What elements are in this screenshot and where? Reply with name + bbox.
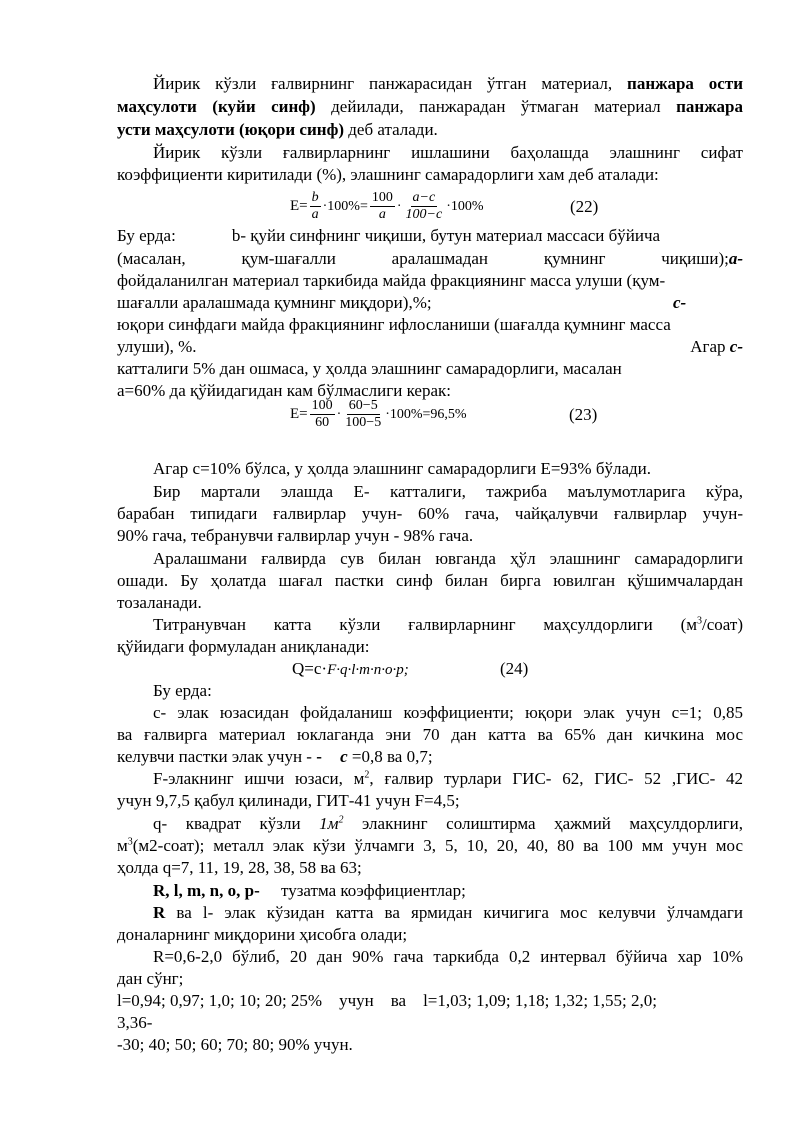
equation-24: Q=c·F·q·l·m·n·o·p; (292, 659, 409, 678)
text-line: дан сўнг; (117, 969, 184, 988)
text-line: R=0,6-2,0 бўлиб, 20 дан 90% гача таркибда 0,2 интервал бўйича хар 10% (153, 947, 743, 966)
text-line: усти маҳсулоти (юқори синф) деб аталади. (117, 120, 438, 139)
text-line: -30; 40; 50; 60; 70; 80; 90% учун. (117, 1035, 353, 1054)
text-line: a=60% да қўйидагидан кам бўлмаслиги керак: (117, 381, 451, 400)
text-line: Бу ерда: (153, 681, 212, 700)
text-line: учун 9,7,5 қабул қилинади, ГИТ-41 учун F=4,5; (117, 791, 460, 810)
text-line: c- элак юзасидан фойдаланиш коэффициенти; юқори элак учун c=1; 0,85 (153, 703, 743, 722)
text-line: келувчи пастки элак учун - - c =0,8 ва 0,7; (117, 747, 433, 766)
text-line: Титранувчан катта кўзли ғалвирларнинг маҳсулдорлиги $(м^3/соат)$ (153, 615, 743, 634)
text-line: катталиги 5% дан ошмаса, у ҳолда элашнинг самарадорлиги, масалан (117, 359, 622, 378)
text-line: 90% гача, тебранувчи ғалвирлар учун - 98% гача. (117, 526, 474, 545)
text-line: l=0,94; 0,97; 1,0; 10; 20; 25% учун ва l=1,03; 1,09; 1,18; 1,32; 1,55; 2,0; (117, 991, 657, 1010)
text-line: тозаланади. (117, 593, 202, 612)
text-line: ҳолда q=7, 11, 19, 28, 38, 58 ва 63; (117, 858, 362, 877)
equation-number: (22) (570, 197, 599, 216)
text-line: коэффициенти киритилади (%), элашнинг самарадорлиги хам деб аталади: (117, 165, 659, 184)
text-line: Агар c=10% бўлса, у ҳолда элашнинг самарадорлиги E=93% бўлади. (153, 459, 652, 478)
text-line: q- квадрат кўзли $1м^2$ элакнинг солиштирма ҳажмий маҳсулдорлиги, (153, 814, 744, 833)
text-line: Йирик кўзли ғалвирларнинг ишлашини баҳолашда элашнинг сифат (153, 143, 743, 162)
text-line: ошади. Бу ҳолатда шағал пастки синф билан бирга ювилган қўшимчалардан (117, 571, 743, 590)
equation-23: E= $\frac{100}{60}$ · $\frac{60-5}{100-5}$ ·100%=96,5% (290, 398, 467, 431)
text-line: Бир мартали элашда E- катталиги, тажриба маълумотларига кўра, (153, 482, 743, 501)
text-line: маҳсулоти (куйи синф) дейилади, панжарадан ўтмаган материал панжара (117, 97, 744, 116)
text-line: Аралашмани ғалвирда сув билан ювганда ҳўл элашнинг самарадорлиги (153, 549, 743, 568)
text-line: барабан типидаги ғалвирлар учун- 60% гача, чайқалувчи ғалвирлар учун- (117, 504, 743, 523)
text-line: Бу ерда: b- қуйи синфнинг чиқиши, бутун материал массаси бўйича (117, 226, 661, 245)
text-line: R ва l- элак кўзидан катта ва ярмидан кичигига мос келувчи ўлчамдаги (153, 903, 743, 922)
text-line: Йирик кўзли ғалвирнинг панжарасидан ўтган материал, панжара ости (153, 74, 743, 93)
text-line: шағалли аралашмада қумнинг миқдори),%; c- (117, 293, 687, 312)
text-line: доналарнинг миқдорини ҳисобга олади; (117, 925, 408, 944)
equation-number: (24) (500, 659, 529, 678)
text-line: қўйидаги формуладан аниқланади: (117, 637, 370, 656)
text-line: 3,36- (117, 1013, 153, 1032)
equation-number: (23) (569, 405, 598, 424)
text-line: улуши), %. Агар c- (117, 337, 743, 356)
text-line: $м^3(м2-соат)$; металл элак кўзи ўлчамги 3, 5, 10, 20, 40, 80 ва 100 мм учун мос (117, 836, 743, 855)
text-line: юқори синфдаги майда фракциянинг ифлосланиши (шағалда қумнинг масса (117, 315, 671, 334)
text-line: (масалан, қум-шағалли аралашмадан қумнинг чиқиши);a- (117, 249, 743, 268)
text-line: ва ғалвирга материал юклаганда эни 70 дан катта ва 65% дан кичкина мос (117, 725, 743, 744)
text-line: F-элакнинг ишчи юзаси, $м^2$, ғалвир турлари ГИС- 62, ГИС- 52 ,ГИС- 42 (153, 769, 744, 788)
text-line: R, l, m, n, o, p- тузатма коэффициентлар; (153, 881, 466, 900)
equation-22: E= $\frac{b}{a}$ ·100%= $\frac{100}{a}$ · $\frac{a-c}{100-c}$ ·100% (290, 190, 484, 223)
text-line: фойдаланилган материал таркибида майда фракциянинг масса улуши (қум- (117, 271, 666, 290)
